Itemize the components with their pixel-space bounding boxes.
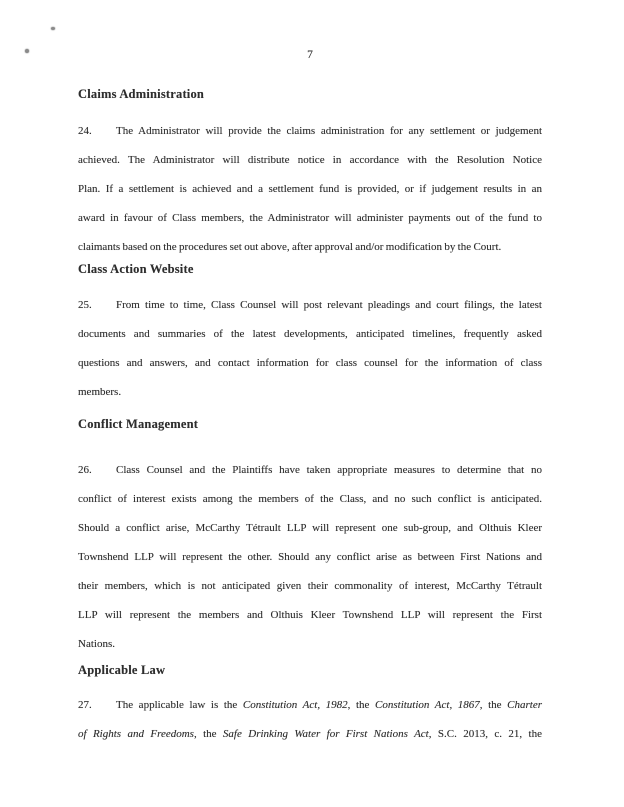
- paragraph-line: [78, 572, 542, 601]
- text-segment: LLP will represent the members and Olthuis Kleer Townshend LLP will represent the First: [78, 609, 542, 621]
- page-number: 7: [307, 49, 313, 61]
- text-segment: , the: [193, 728, 223, 740]
- text-segment: award in favour of Class members, the Administrator will administer payments out of the fund to: [78, 212, 542, 224]
- section-heading: Applicable Law: [78, 663, 166, 677]
- text-segment: Plan. If a settlement is achieved and a settlement fund is provided, or if judgement results in an: [78, 183, 542, 195]
- paragraph-line: [78, 320, 542, 349]
- text-segment: conflict of interest exists among the members of the Class, and no such conflict is anticipated.: [78, 493, 542, 505]
- paragraph-27: [78, 691, 542, 749]
- paragraph-26: [78, 456, 542, 659]
- text-segment: The Administrator will provide the claims administration for any settlement or judgement: [116, 125, 542, 137]
- text-segment-italic: Constitution Act, 1867: [375, 699, 480, 711]
- paragraph-line: [78, 630, 542, 659]
- section-heading: Conflict Management: [78, 417, 199, 431]
- scan-speck: [25, 49, 29, 53]
- paragraph-line: [78, 175, 542, 204]
- text-segment: Should a conflict arise, McCarthy Tétrault LLP will represent one sub-group, and Olthuis Kleer: [78, 522, 542, 534]
- section-claims-administration: [78, 87, 542, 262]
- paragraph-24: [78, 117, 542, 262]
- text-segment: , the: [479, 699, 508, 711]
- section-conflict-management: [78, 417, 542, 659]
- text-segment: , S.C. 2013, c. 21, the: [428, 728, 542, 740]
- paragraph-line: [78, 456, 542, 485]
- section-class-action-website: [78, 262, 542, 407]
- section-heading: Class Action Website: [78, 262, 194, 276]
- paragraph-number: 24.: [78, 125, 92, 137]
- text-segment: Class Counsel and the Plaintiffs have taken appropriate measures to determine that no: [116, 464, 542, 476]
- paragraph-line: [78, 543, 542, 572]
- text-segment-italic: Charter: [507, 699, 542, 711]
- paragraph-line: [78, 146, 542, 175]
- paragraph-line: [78, 204, 542, 233]
- paragraph-number: 27.: [78, 699, 92, 711]
- paragraph-line: [78, 691, 542, 720]
- paragraph-line: [78, 601, 542, 630]
- text-segment: claimants based on the procedures set out above, after approval and/or modification by the Court.: [78, 241, 502, 253]
- text-segment: achieved. The Administrator will distribute notice in accordance with the Resolution Notice: [78, 154, 542, 166]
- text-segment: Townshend LLP will represent the other. Should any conflict arise as between First Nations and: [78, 551, 542, 563]
- text-segment: questions and answers, and contact information for class counsel for the information of class: [78, 357, 542, 369]
- paragraph-line: [78, 117, 542, 146]
- text-segment: , the: [347, 699, 376, 711]
- paragraph-line: [78, 349, 542, 378]
- paragraph-line: [78, 378, 542, 407]
- paragraph-number: 25.: [78, 299, 92, 311]
- text-segment: From time to time, Class Counsel will post relevant pleadings and court filings, the latest: [116, 299, 542, 311]
- text-segment: The applicable law is the: [116, 699, 243, 711]
- section-applicable-law: [78, 663, 542, 749]
- text-segment: Nations.: [78, 638, 115, 650]
- scan-speck: [51, 27, 55, 30]
- text-segment: documents and summaries of the latest developments, anticipated timelines, frequently asked: [78, 328, 542, 340]
- text-segment-italic: Safe Drinking Water for First Nations Act: [222, 728, 429, 740]
- paragraph-line: [78, 233, 542, 262]
- section-heading: Claims Administration: [78, 87, 205, 101]
- paragraph-25: [78, 291, 542, 407]
- paragraph-line: [78, 485, 542, 514]
- text-segment-italic: of Rights and Freedoms: [78, 728, 194, 740]
- paragraph-line: [78, 720, 542, 749]
- paragraph-line: [78, 291, 542, 320]
- text-segment: members.: [78, 386, 122, 398]
- paragraph-number: 26.: [78, 464, 92, 476]
- paragraph-line: [78, 514, 542, 543]
- page-content: [78, 48, 542, 749]
- text-segment: their members, which is not anticipated given their commonality of interest, McCarthy Tétrault: [78, 580, 542, 592]
- text-segment-italic: Constitution Act, 1982: [242, 699, 348, 711]
